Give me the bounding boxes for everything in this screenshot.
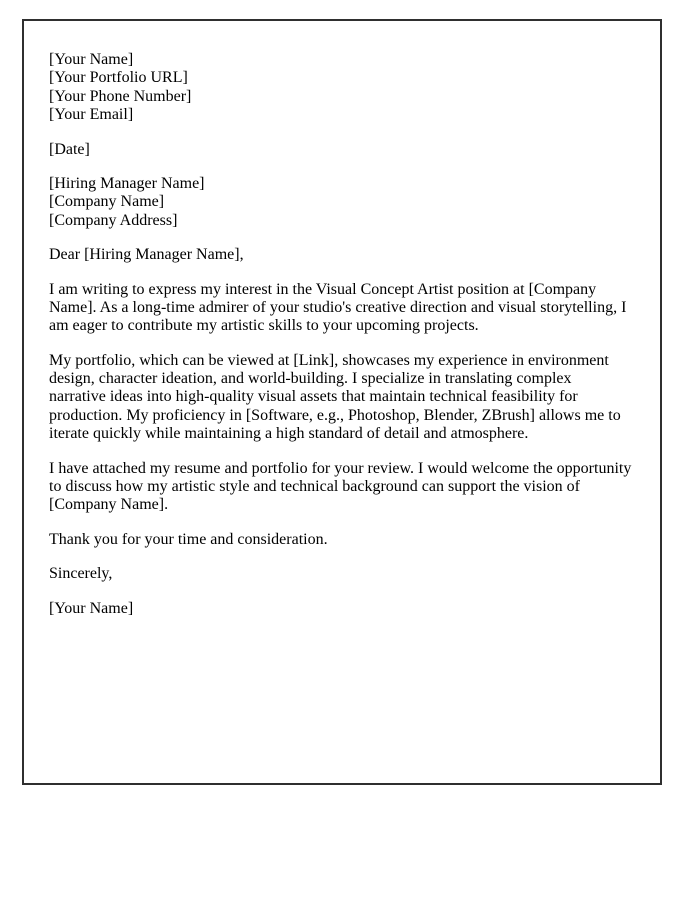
signoff: Sincerely, — [49, 565, 113, 583]
sender-block — [49, 51, 632, 125]
recipient-company-name: [Company Name] — [49, 193, 165, 211]
recipient-company-address: [Company Address] — [49, 211, 178, 229]
letter-page — [22, 19, 662, 785]
paragraph-portfolio: My portfolio, which can be viewed at [Link], showcases my experience in environment design, character ideation, and world-building. I specialize in translating complex narrative ideas into high-quality visual assets that maintain technical feasibility for production. My proficiency in [Software, e.g., Photoshop, Blender, ZBrush] allows me to iterate quickly while maintaining a high standard of detail and atmosphere. — [49, 351, 621, 443]
date-line: [Date] — [49, 140, 90, 158]
sender-email: [Your Email] — [49, 106, 134, 124]
signature: [Your Name] — [49, 599, 134, 617]
recipient-hiring-manager: [Hiring Manager Name] — [49, 174, 205, 192]
closing-thanks: Thank you for your time and consideration. — [49, 530, 328, 548]
recipient-block — [49, 175, 632, 230]
sender-name: [Your Name] — [49, 51, 134, 68]
paragraph-attachment: I have attached my resume and portfolio for your review. I would welcome the opportunity to discuss how my artistic style and technical background can support the vision of [Company Name]. — [49, 459, 632, 514]
sender-portfolio-url: [Your Portfolio URL] — [49, 69, 188, 87]
sender-phone: [Your Phone Number] — [49, 87, 192, 105]
paragraph-intro: I am writing to express my interest in the Visual Concept Artist position at [Company Name]. As a long-time admirer of your studio's creative direction and visual storytelling, I am eager to contribute my artistic skills to your upcoming projects. — [49, 280, 627, 335]
salutation: Dear [Hiring Manager Name], — [49, 246, 244, 264]
